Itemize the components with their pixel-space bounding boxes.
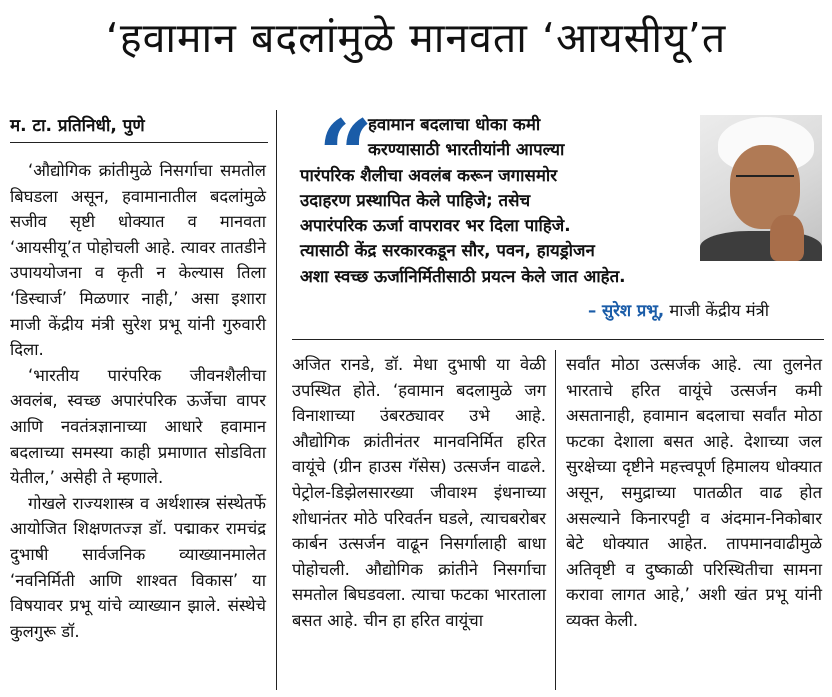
- quote-line: हवामान बदलाचा धोका कमी: [368, 114, 541, 134]
- quote-icon: “: [318, 99, 374, 212]
- speaker-photo: [700, 115, 822, 261]
- article-column-2: [292, 352, 546, 634]
- column-divider-2: [555, 350, 556, 690]
- quote-line: त्यासाठी केंद्र सरकारकडून सौर, पवन, हायड्रोजन: [300, 240, 595, 261]
- attribution-name: – सुरेश प्रभू,: [588, 301, 665, 320]
- paragraph: सर्वांत मोठा उत्सर्जक आहे. त्या तुलनेत भारताचे हरित वायूंचे उत्सर्जन कमी असतानाही, हवामान बदलाचा सर्वांत मोठा फटका देशाला बसत आहे. देशाच्या जल सुरक्षेच्या दृष्टीने महत्त्वपूर्ण हिमालय धोक्यात असून, समुद्राच्या पातळीत वाढ होत असल्याने किनारपट्टी व अंदमान-निकोबार बेटे धोक्यात आहेत. तापमानवाढीमुळे अतिवृष्टी व दुष्काळी परिस्थितीचा सामना करावा लागत आहे,’ अशी खंत प्रभू यांनी व्यक्त केली.: [566, 355, 822, 630]
- attribution-role: माजी केंद्रीय मंत्री: [664, 301, 770, 320]
- quote-line: करण्यासाठी भारतीयांनी आपल्या: [368, 139, 565, 160]
- quote-attribution: [588, 298, 769, 321]
- paragraph: ‘औद्योगिक क्रांतीमुळे निसर्गाचा समतोल बिघडला असून, हवामानातील बदलांमुळे सजीव सृष्टी धोक्यात व मानवता ‘आयसीयू’त पोहोचली आहे. त्यावर तातडीने उपाययोजना व कृती न केल्यास तिला ‘डिस्चार्ज’ मिळणार नाही,’ असा इशारा माजी केंद्रीय मंत्री सुरेश प्रभू यांनी गुरुवारी दिला.: [10, 161, 266, 360]
- quote-line: उदाहरण प्रस्थापित केले पाहिजे; तसेच: [300, 189, 531, 210]
- headline: ‘हवामान बदलांमुळे मानवता ‘आयसीयू’त: [105, 14, 727, 62]
- paragraph: अजित रानडे, डॉ. मेधा दुभाषी या वेळी उपस्थित होते. ‘हवामान बदलामुळे जग विनाशाच्या उंबरठ्यावर उभे आहे. औद्योगिक क्रांतीनंतर मानवनिर्मित हरित वायूंचे (ग्रीन हाउस गॅसेस) उत्सर्जन वाढले. पेट्रोल-डिझेलसारख्या जीवाश्म इंधनाच्या शोधानंतर मोठे परिवर्तन घडले, त्याचबरोबर कार्बन उत्सर्जन वाढून निसर्गालाही बाधा पोहोचली. औद्योगिक क्रांतीने निसर्गाचा समतोल बिघडवला. त्याचा फटका भारताला बसत आहे. चीन हा हरित वायूंचा: [292, 355, 546, 630]
- paragraph: ‘भारतीय पारंपरिक जीवनशैलीचा अवलंब, स्वच्छ अपारंपरिक ऊर्जेचा वापर आणि नवतंत्रज्ञानाच्या आधारे हवामान बदलाच्या समस्या काही प्रमाणात सोडविता येतील,’ असेही ते म्हणाले.: [10, 365, 266, 488]
- quote-line: अशा स्वच्छ ऊर्जानिर्मितीसाठी प्रयत्न केले जात आहेत.: [300, 265, 626, 286]
- quote-line: पारंपरिक शैलीचा अवलंब करून जगासमोर: [300, 164, 558, 185]
- paragraph: गोखले राज्यशास्त्र व अर्थशास्त्र संस्थेतर्फे आयोजित शिक्षणतज्ज्ञ डॉ. पद्माकर रामचंद्र दुभाषी सार्वजनिक व्याख्यानमालेत ‘नवनिर्मिती आणि शाश्वत विकास’ या विषयावर प्रभू यांचे व्याख्यान झाले. संस्थेचे कुलगुरू डॉ.: [10, 493, 266, 641]
- article-column-3: [566, 352, 822, 634]
- pull-quote: [300, 112, 732, 289]
- byline: म. टा. प्रतिनिधी, पुणे: [10, 116, 145, 136]
- quote-line: अपारंपरिक ऊर्जा वापरावर भर दिला पाहिजे.: [300, 215, 571, 236]
- byline-rule: [10, 142, 268, 143]
- quote-rule: [292, 339, 824, 340]
- column-divider-1: [276, 110, 277, 690]
- article-column-1: [10, 158, 266, 644]
